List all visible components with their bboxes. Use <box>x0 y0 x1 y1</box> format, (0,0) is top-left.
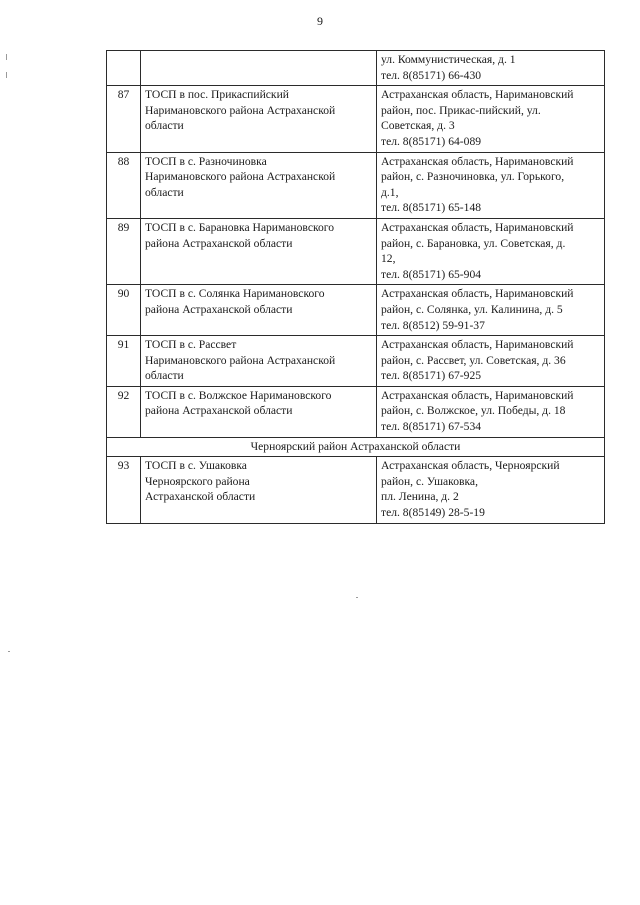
organization-address-line: тел. 8(85171) 65-904 <box>381 267 482 281</box>
row-number: 90 <box>107 285 141 336</box>
row-number: 91 <box>107 336 141 387</box>
organization-name-line: ТОСП в с. Разночиновка <box>145 154 267 168</box>
organization-name-line: ТОСП в с. Барановка Наримановского <box>145 220 335 234</box>
organization-address <box>377 218 605 284</box>
organization-name <box>141 457 377 523</box>
organization-address-line: район, с. Ушаковка, <box>381 474 478 488</box>
organization-address-line: Астраханская область, Наримановский <box>381 338 574 352</box>
organization-name-line: области <box>145 119 184 133</box>
organization-name-line: Астраханской области <box>145 490 256 504</box>
organization-address-line: Астраханская область, Черноярский <box>381 459 560 473</box>
organization-address-line: тел. 8(85149) 28-5-19 <box>381 506 485 520</box>
organization-address-line: Астраханская область, Наримановский <box>381 220 574 234</box>
table-row <box>107 152 605 218</box>
table-row <box>107 86 605 152</box>
organization-address-line: ул. Коммунистическая, д. 1 <box>381 53 516 66</box>
table-row <box>107 218 605 284</box>
scan-speck <box>356 597 358 598</box>
table-row <box>107 457 605 523</box>
organization-name-line: области <box>145 369 184 383</box>
organization-name-line: ТОСП в с. Ушаковка <box>145 459 247 473</box>
organization-name-line: ТОСП в пос. Прикаспийский <box>145 88 289 102</box>
organization-address-line: район, с. Рассвет, ул. Советская, д. 36 <box>381 353 566 367</box>
organization-address-line: район, с. Разночиновка, ул. Горького, <box>381 170 565 184</box>
row-number: 93 <box>107 457 141 523</box>
organization-address-line: тел. 8(85171) 67-534 <box>381 420 482 434</box>
scan-margin-mark <box>6 54 7 60</box>
row-number: 92 <box>107 386 141 437</box>
organization-address-line: тел. 8(8512) 59-91-37 <box>381 318 485 332</box>
organization-address-line: Астраханская область, Наримановский <box>381 287 574 301</box>
organization-name <box>141 218 377 284</box>
organization-address-line: район, с. Волжское, ул. Победы, д. 18 <box>381 404 566 418</box>
organization-address-line: Советская, д. 3 <box>381 119 455 133</box>
registry-body <box>107 51 605 524</box>
organization-address <box>377 336 605 387</box>
row-number <box>107 51 141 86</box>
row-number: 87 <box>107 86 141 152</box>
organization-name-line: Наримановского района Астраханской <box>145 170 336 184</box>
organization-name-line: ТОСП в с. Солянка Наримановского <box>145 287 325 301</box>
scan-speck <box>8 651 10 652</box>
section-row <box>107 437 605 457</box>
organization-address <box>377 386 605 437</box>
organization-address <box>377 86 605 152</box>
organization-address-line: Астраханская область, Наримановский <box>381 388 574 402</box>
organization-name <box>141 51 377 86</box>
table-row <box>107 386 605 437</box>
organization-address-line: Астраханская область, Наримановский <box>381 154 574 168</box>
table-row <box>107 51 605 86</box>
organization-name-line: района Астраханской области <box>145 404 293 418</box>
section-title: Черноярский район Астраханской области <box>107 437 605 457</box>
row-number: 88 <box>107 152 141 218</box>
organization-address-line: тел. 8(85171) 67-925 <box>381 369 482 383</box>
organization-name-line: района Астраханской области <box>145 302 293 316</box>
organization-address-line: тел. 8(85171) 65-148 <box>381 201 482 215</box>
organization-name-line: Наримановского района Астраханской <box>145 353 336 367</box>
organization-address-line: район, пос. Прикас-пийский, ул. <box>381 103 541 117</box>
page-number: 9 <box>317 14 323 28</box>
organization-address-line: пл. Ленина, д. 2 <box>381 490 459 504</box>
organization-address-line: тел. 8(85171) 66-430 <box>381 68 482 82</box>
organization-address-line: район, с. Барановка, ул. Советская, д. <box>381 236 566 250</box>
organization-name <box>141 285 377 336</box>
organization-address <box>377 457 605 523</box>
organization-address-line: д.1, <box>381 185 399 199</box>
organization-name <box>141 86 377 152</box>
organization-name-line: Черноярского района <box>145 474 250 488</box>
registry-table <box>106 50 605 524</box>
organization-address <box>377 51 605 86</box>
table-row <box>107 285 605 336</box>
row-number: 89 <box>107 218 141 284</box>
organization-name <box>141 336 377 387</box>
organization-address <box>377 285 605 336</box>
organization-name-line: ТОСП в с. Рассвет <box>145 338 237 352</box>
organization-name <box>141 152 377 218</box>
organization-address <box>377 152 605 218</box>
organization-name <box>141 386 377 437</box>
organization-name-line: Наримановского района Астраханской <box>145 103 336 117</box>
organization-name-line: района Астраханской области <box>145 236 293 250</box>
organization-name-line: ТОСП в с. Волжское Наримановского <box>145 388 332 402</box>
scan-margin-mark <box>6 72 7 78</box>
organization-address-line: тел. 8(85171) 64-089 <box>381 134 482 148</box>
organization-address-line: 12, <box>381 252 396 266</box>
organization-address-line: Астраханская область, Наримановский <box>381 88 574 102</box>
table-row <box>107 336 605 387</box>
organization-name-line: области <box>145 185 184 199</box>
organization-address-line: район, с. Солянка, ул. Калинина, д. 5 <box>381 302 563 316</box>
